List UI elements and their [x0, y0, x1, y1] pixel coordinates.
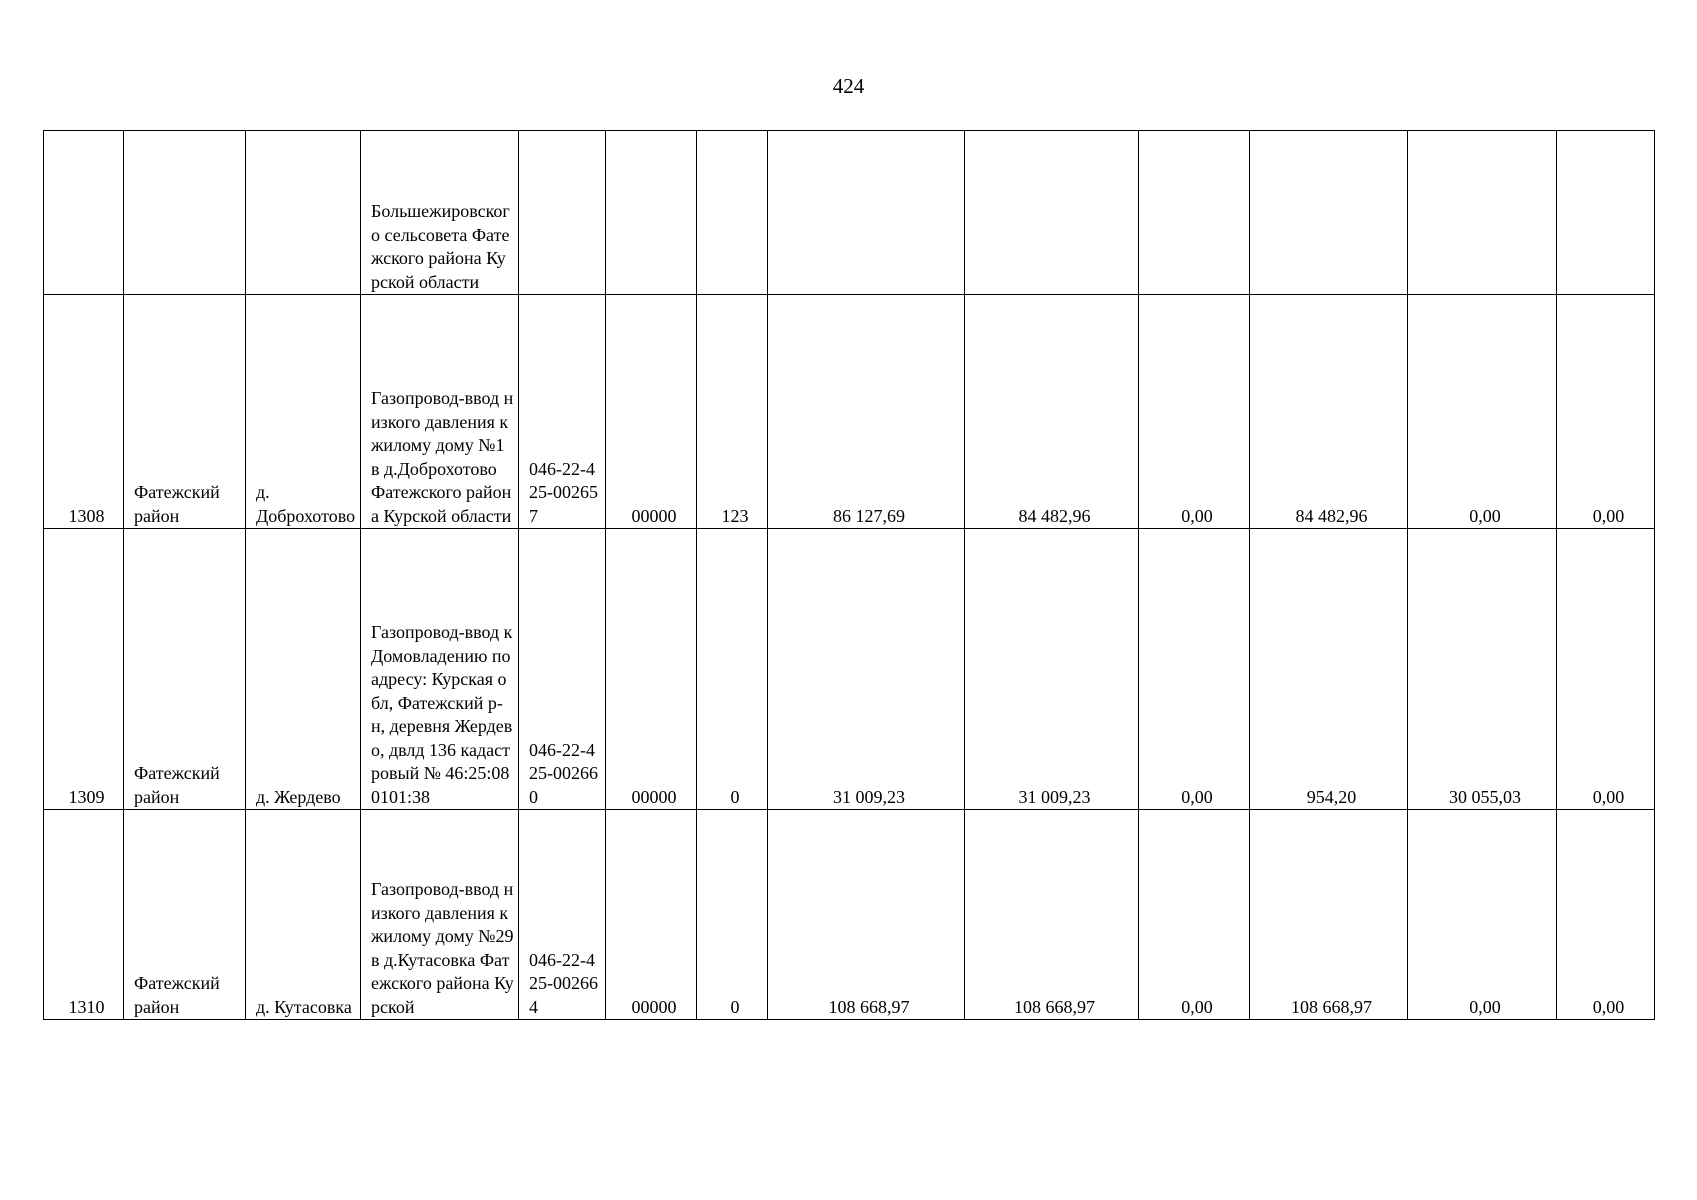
- amount-cell: 0,00: [1557, 295, 1655, 529]
- locality-cell: д. Доброхотово: [246, 295, 361, 529]
- code-cell: [519, 131, 606, 295]
- amount-cell: 0,00: [1139, 295, 1250, 529]
- code-cell: 046-22-425-002664: [519, 810, 606, 1020]
- code-cell: 046-22-425-002660: [519, 529, 606, 810]
- amount-cell: 84 482,96: [965, 295, 1139, 529]
- amount-cell: 0,00: [1557, 810, 1655, 1020]
- amount-cell: [1557, 131, 1655, 295]
- description-cell: Газопровод-ввод низкого давления к жилому дому №1 в д.Доброхотово Фатежского района Курской области: [361, 295, 519, 529]
- amount-cell: [768, 131, 965, 295]
- row-number: 1309: [44, 529, 124, 810]
- row-number: 1310: [44, 810, 124, 1020]
- table-row: [44, 131, 1655, 295]
- amount-cell: [1139, 131, 1250, 295]
- zero-code-cell: 00000: [606, 529, 697, 810]
- table-row: [44, 529, 1655, 810]
- district-cell: Фатежский район: [124, 295, 246, 529]
- amount-cell: 31 009,23: [768, 529, 965, 810]
- amount-cell: 0,00: [1557, 529, 1655, 810]
- zero-code-cell: [606, 131, 697, 295]
- description-cell: Большежировского сельсовета Фатежского района Курской области: [361, 131, 519, 295]
- amount-cell: 31 009,23: [965, 529, 1139, 810]
- amount-cell: 0,00: [1139, 810, 1250, 1020]
- table-row: [44, 295, 1655, 529]
- amount-cell: 954,20: [1250, 529, 1408, 810]
- amount-cell: [1408, 131, 1557, 295]
- property-registry-table: [43, 130, 1655, 1020]
- district-cell: Фатежский район: [124, 529, 246, 810]
- table-row: [44, 810, 1655, 1020]
- amount-cell: [965, 131, 1139, 295]
- zero-code-cell: 00000: [606, 810, 697, 1020]
- district-cell: Фатежский район: [124, 810, 246, 1020]
- description-cell: Газопровод-ввод к Домовладению по адресу: Курская обл, Фатежский р-н, деревня Жердево, двлд 136 кадастровый № 46:25:080101:38: [361, 529, 519, 810]
- amount-cell: 84 482,96: [1250, 295, 1408, 529]
- count-cell: 123: [697, 295, 768, 529]
- amount-cell: [1250, 131, 1408, 295]
- row-number: 1308: [44, 295, 124, 529]
- zero-code-cell: 00000: [606, 295, 697, 529]
- amount-cell: 108 668,97: [965, 810, 1139, 1020]
- amount-cell: 0,00: [1408, 810, 1557, 1020]
- locality-cell: д. Кутасовка: [246, 810, 361, 1020]
- amount-cell: 108 668,97: [768, 810, 965, 1020]
- amount-cell: 0,00: [1139, 529, 1250, 810]
- district-cell: [124, 131, 246, 295]
- count-cell: 0: [697, 529, 768, 810]
- amount-cell: 30 055,03: [1408, 529, 1557, 810]
- code-cell: 046-22-425-002657: [519, 295, 606, 529]
- locality-cell: [246, 131, 361, 295]
- page-number: 424: [832, 74, 865, 98]
- locality-cell: д. Жердево: [246, 529, 361, 810]
- description-cell: Газопровод-ввод низкого давления к жилому дому №29 в д.Кутасовка Фатежского района Курской: [361, 810, 519, 1020]
- amount-cell: 86 127,69: [768, 295, 965, 529]
- row-number: [44, 131, 124, 295]
- count-cell: [697, 131, 768, 295]
- count-cell: 0: [697, 810, 768, 1020]
- amount-cell: 108 668,97: [1250, 810, 1408, 1020]
- amount-cell: 0,00: [1408, 295, 1557, 529]
